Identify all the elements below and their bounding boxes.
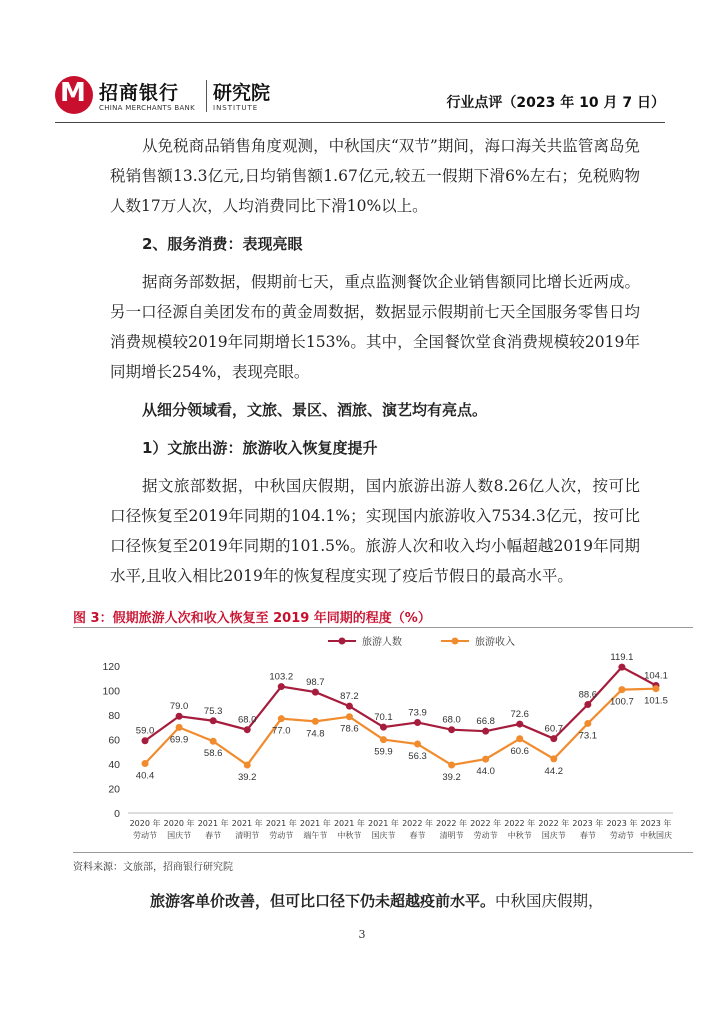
x-tick-label: 2021 年 (231, 819, 263, 828)
data-point (584, 720, 591, 727)
data-point (516, 721, 523, 728)
x-tick-label: 2022 年 (504, 819, 536, 828)
x-tick-label: 2022 年 (436, 819, 468, 828)
figure-source: 资料来源：文旅部，招商银行研究院 (73, 862, 233, 873)
data-label: 73.9 (408, 707, 427, 719)
data-label: 59.0 (135, 725, 155, 737)
data-label: 59.9 (374, 746, 393, 758)
main-content (110, 131, 640, 591)
legend-marker (339, 638, 346, 645)
y-tick-label: 100 (102, 685, 120, 698)
legend-label: 旅游人数 (362, 637, 402, 648)
x-tick-label: 2022 年 (402, 819, 433, 828)
page-header (55, 76, 665, 120)
data-point (176, 713, 183, 720)
data-label: 73.1 (578, 730, 598, 742)
data-point (210, 717, 217, 724)
paragraph-unit-price (150, 886, 650, 916)
data-point (584, 701, 591, 708)
paragraph-duty-free: 从免税商品销售角度观测，中秋国庆“双节”期间，海口海关共监管离岛免税销售额13.3亿元,日均销售额1.67亿元,较五一假期下滑6%左右；免税购物人数17万人次，人均消费同比下滑10%以上。 (110, 137, 640, 215)
data-point (618, 664, 625, 671)
data-point (142, 737, 149, 744)
figure-title: 图 3：假期旅游人次和收入恢复至 2019 年同期的程度（%） (73, 611, 431, 626)
paragraph-unit-price-bold: 旅游客单价改善，但可比口径下仍未超越疫前水平。 (150, 892, 496, 910)
data-label: 104.1 (644, 670, 668, 682)
section-heading-service: 2、服务消费：表现亮眼 (142, 235, 303, 253)
data-label: 103.2 (269, 671, 294, 683)
data-point (346, 703, 353, 710)
x-tick-label: 春节 (205, 831, 222, 840)
data-label: 74.8 (306, 728, 325, 740)
header-rule (55, 122, 665, 123)
x-tick-label: 清明节 (439, 831, 464, 840)
x-tick-label: 2020 年 (129, 819, 161, 828)
data-point (210, 738, 217, 745)
data-label: 98.7 (306, 677, 325, 689)
paragraph-unit-price-rest: 中秋国庆假期， (495, 892, 604, 910)
bank-name-cn: 招商银行 (99, 82, 180, 104)
bank-name-en: CHINA MERCHANTS BANK (99, 104, 195, 112)
data-label: 60.6 (510, 745, 529, 757)
x-tick-label: 国庆节 (167, 831, 192, 840)
data-label: 39.2 (237, 771, 257, 783)
x-tick-label: 2021 年 (368, 819, 399, 828)
x-tick-label: 2021 年 (197, 819, 229, 828)
x-tick-label: 国庆节 (371, 831, 396, 840)
paragraph-service: 据商务部数据，假期前七天，重点监测餐饮企业销售额同比增长近两成。另一口径源自美团发布的黄金周数据，数据显示假期前七天全国服务零售日均消费规模较2019年同期增长153%。其中，全国餐饮堂食消费规模较2019年同期增长254%，表现亮眼。 (110, 273, 640, 381)
x-tick-label: 中秋节 (337, 831, 362, 840)
data-label: 60.7 (544, 723, 564, 735)
section-heading-tourism: 1）文旅出游：旅游收入恢复度提升 (142, 439, 378, 457)
data-point (652, 685, 659, 692)
x-tick-label: 中秋国庆 (639, 831, 672, 840)
data-label: 39.2 (442, 771, 461, 783)
data-label: 78.6 (340, 723, 359, 735)
data-label: 44.2 (544, 765, 564, 777)
y-tick-label: 20 (108, 783, 120, 796)
data-point (482, 728, 489, 735)
x-tick-label: 2021 年 (299, 819, 331, 828)
x-tick-label: 端午节 (303, 831, 328, 840)
data-point (482, 756, 489, 763)
data-label: 44.0 (476, 766, 495, 778)
y-tick-label: 40 (108, 759, 120, 771)
data-label: 58.6 (203, 748, 223, 760)
figure-top-rule (73, 627, 693, 628)
data-point (312, 718, 319, 725)
x-tick-label: 2020 年 (163, 819, 195, 828)
paragraph-tourism: 据文旅部数据，中秋国庆假期，国内旅游出游人数8.26亿人次，按可比口径恢复至2019年同期的104.1%；实现国内旅游收入7534.3亿元，按可比口径恢复至2019年同期的101.5%。旅游人次和收入均小幅超越2019年同期水平,且收入相比2019年的恢复程度实现了疫后节假日的最高水平。 (110, 477, 640, 585)
data-label: 88.6 (578, 689, 598, 701)
x-tick-label: 2021 年 (333, 819, 365, 828)
x-tick-label: 2022 年 (538, 819, 570, 828)
data-point (618, 686, 625, 693)
institute-name-cn: 研究院 (213, 82, 271, 104)
report-tag: 行业点评（2023 年 10 月 7 日） (446, 95, 665, 111)
data-label: 68.0 (442, 714, 461, 726)
x-tick-label: 2023 年 (572, 819, 604, 828)
x-tick-label: 2022 年 (470, 819, 502, 828)
data-label: 70.1 (374, 712, 393, 724)
data-label: 119.1 (610, 652, 634, 664)
x-tick-label: 清明节 (235, 831, 260, 840)
data-label: 66.8 (476, 716, 495, 728)
data-point (244, 726, 251, 733)
logo-divider (206, 80, 207, 112)
data-point (380, 736, 387, 743)
data-label: 72.6 (510, 709, 529, 721)
x-tick-label: 劳动节 (609, 831, 634, 840)
data-label: 75.3 (203, 705, 223, 717)
x-tick-label: 2023 年 (640, 819, 672, 828)
x-tick-label: 春节 (579, 831, 596, 840)
data-point (176, 724, 183, 731)
cmb-logo-icon: M (55, 76, 93, 114)
data-label: 68.0 (237, 714, 257, 726)
data-point (380, 724, 387, 731)
data-label: 69.9 (169, 734, 189, 746)
x-tick-label: 劳动节 (269, 831, 294, 840)
institute-name-en: INSTITUTE (213, 104, 259, 112)
data-point (516, 735, 523, 742)
legend-label: 旅游收入 (475, 637, 515, 648)
data-label: 77.0 (272, 725, 291, 737)
x-tick-label: 2023 年 (606, 819, 638, 828)
y-tick-label: 120 (102, 661, 120, 673)
data-label: 101.5 (644, 695, 668, 707)
data-point (312, 689, 319, 696)
x-tick-label: 2021 年 (265, 819, 297, 828)
data-label: 40.4 (135, 770, 155, 782)
data-label: 100.7 (610, 696, 634, 708)
x-tick-label: 国庆节 (541, 831, 566, 840)
data-point (244, 761, 251, 768)
page-number: 3 (358, 928, 366, 941)
legend-marker (452, 638, 459, 645)
data-point (414, 719, 421, 726)
x-tick-label: 春节 (409, 831, 426, 840)
y-tick-label: 60 (108, 734, 120, 747)
data-point (550, 735, 557, 742)
y-tick-label: 0 (114, 808, 120, 820)
data-point (346, 713, 353, 720)
x-tick-label: 劳动节 (133, 831, 158, 840)
x-tick-label: 劳动节 (473, 831, 498, 840)
data-point (448, 726, 455, 733)
tourism-recovery-chart (73, 630, 693, 850)
figure-bottom-rule (73, 852, 693, 853)
data-point (414, 741, 421, 748)
data-label: 79.0 (169, 701, 189, 713)
data-point (142, 760, 149, 767)
data-point (448, 761, 455, 768)
data-point (550, 755, 557, 762)
data-point (278, 715, 285, 722)
data-label: 56.3 (408, 751, 427, 763)
x-tick-label: 中秋节 (507, 831, 532, 840)
y-tick-label: 80 (108, 710, 120, 722)
data-label: 87.2 (340, 691, 359, 703)
data-point (278, 683, 285, 690)
paragraph-highlights: 从细分领域看，文旅、景区、酒旅、演艺均有亮点。 (142, 401, 488, 419)
